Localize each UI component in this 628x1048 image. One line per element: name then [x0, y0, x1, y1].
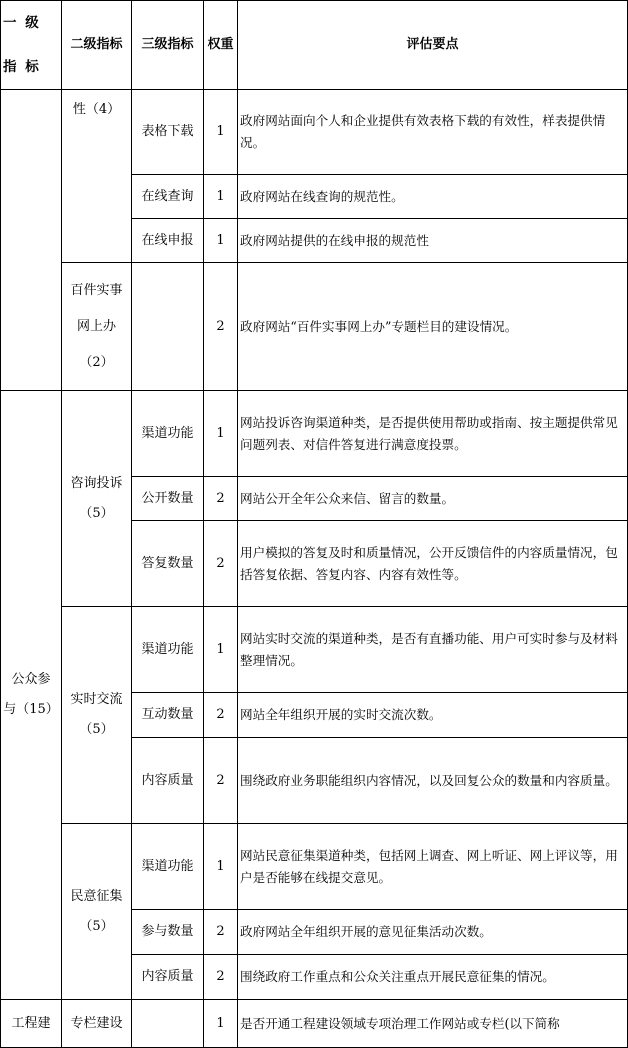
- level3-cell: 互动数量: [132, 693, 204, 738]
- level2-line: 咨询投诉: [70, 475, 123, 491]
- points-cell: 网站民意征集渠道种类，包括网上调查、网上听证、网上评议等，用户是否能够在线提交意见。: [238, 824, 628, 910]
- table-row: [1, 607, 628, 693]
- weight-cell: 1: [204, 824, 238, 910]
- level3-cell: [132, 263, 204, 391]
- level2-cell: [62, 824, 132, 1000]
- weight-cell: 2: [204, 521, 238, 607]
- level1-line: 与（15）: [3, 702, 59, 717]
- level2-line: 民意征集: [70, 888, 123, 904]
- weight-cell: 2: [204, 738, 238, 824]
- level3-cell: 渠道功能: [132, 607, 204, 693]
- level1-line: 公众参: [11, 672, 51, 687]
- level3-cell: 内容质量: [132, 738, 204, 824]
- header-level1: 一 级 指 标: [1, 1, 62, 90]
- points-cell: 围绕政府业务职能组织内容情况，以及回复公众的数量和内容质量。: [238, 738, 628, 824]
- points-cell: 政府网站“百件实事网上办”专题栏目的建设情况。: [238, 263, 628, 391]
- points-cell: 政府网站面向个人和企业提供有效表格下载的有效性，样表提供情况。: [238, 90, 628, 175]
- level3-cell: 答复数量: [132, 521, 204, 607]
- header-points: 评估要点: [238, 1, 628, 90]
- level3-cell: 内容质量: [132, 955, 204, 1000]
- points-cell: 是否开通工程建设领域专项治理工作网站或专栏(以下简称: [238, 1000, 628, 1048]
- header-weight: 权重: [204, 1, 238, 90]
- points-cell: 政府网站在线查询的规范性。: [238, 175, 628, 219]
- weight-cell: 1: [204, 391, 238, 477]
- level3-cell: 参与数量: [132, 910, 204, 955]
- points-cell: 围绕政府工作重点和公众关注重点开展民意征集的情况。: [238, 955, 628, 1000]
- points-cell: 网站公开全年公众来信、留言的数量。: [238, 477, 628, 521]
- points-cell: 政府网站全年组织开展的意见征集活动次数。: [238, 910, 628, 955]
- weight-cell: 2: [204, 693, 238, 738]
- weight-cell: 2: [204, 263, 238, 391]
- level2-line: （5）: [79, 505, 114, 521]
- header-level2: 二级指标: [62, 1, 132, 90]
- points-cell: 网站全年组织开展的实时交流次数。: [238, 693, 628, 738]
- weight-cell: 1: [204, 219, 238, 263]
- level3-cell: 表格下载: [132, 90, 204, 175]
- level2-line: （5）: [79, 722, 114, 737]
- points-cell: 网站投诉咨询渠道种类，是否提供使用帮助或指南、按主题提供常见问题列表、对信件答复进行满意度投票。: [238, 391, 628, 477]
- level1-cell: 工程建: [1, 1000, 62, 1048]
- level3-cell: 渠道功能: [132, 391, 204, 477]
- level2-line: （2）: [79, 354, 114, 370]
- header-level3: 三级指标: [132, 1, 204, 90]
- level2-line: 实时交流: [70, 692, 123, 707]
- level1-cell: [1, 391, 62, 1000]
- table-row: [1, 1000, 628, 1048]
- points-cell: 政府网站提供的在线申报的规范性: [238, 219, 628, 263]
- weight-cell: 1: [204, 607, 238, 693]
- weight-cell: 2: [204, 477, 238, 521]
- weight-cell: 1: [204, 1000, 238, 1048]
- points-cell: 网站实时交流的渠道种类，是否有直播功能、用户可实时参与及材料整理情况。: [238, 607, 628, 693]
- level2-cell: [62, 391, 132, 607]
- level2-cell: [62, 607, 132, 824]
- level2-line: （5）: [79, 918, 114, 934]
- level1-cell-empty: [1, 90, 62, 391]
- level3-cell: 公开数量: [132, 477, 204, 521]
- table-row: [1, 263, 628, 391]
- level3-cell: [132, 1000, 204, 1048]
- level2-line: 网上办: [76, 318, 116, 334]
- table-row: [1, 824, 628, 910]
- table-row: [1, 90, 628, 175]
- weight-cell: 1: [204, 90, 238, 175]
- level3-cell: 渠道功能: [132, 824, 204, 910]
- level3-cell: 在线查询: [132, 175, 204, 219]
- points-cell: 用户模拟的答复及时和质量情况，公开反馈信件的内容质量情况，包括答复依据、答复内容、内容有效性等。: [238, 521, 628, 607]
- weight-cell: 2: [204, 955, 238, 1000]
- level3-cell: 在线申报: [132, 219, 204, 263]
- level2-cell: [62, 263, 132, 391]
- level2-line: 百件实事: [70, 282, 123, 298]
- table-row: [1, 391, 628, 477]
- weight-cell: 1: [204, 175, 238, 219]
- level2-cell: 专栏建设: [62, 1000, 132, 1048]
- header-row: [1, 1, 628, 90]
- weight-cell: 2: [204, 910, 238, 955]
- level2-cell: 性（4）: [62, 90, 132, 263]
